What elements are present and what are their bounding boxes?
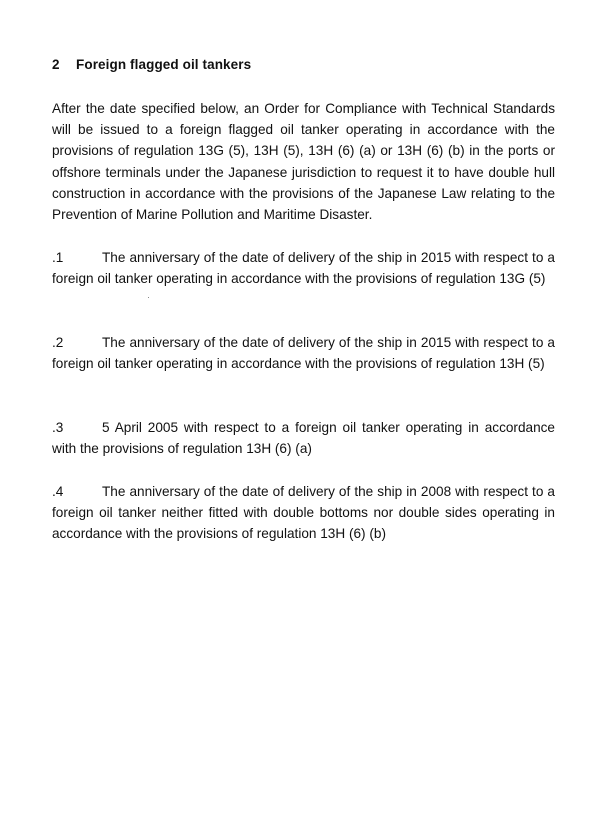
section-heading [52,57,251,72]
intro-paragraph: After the date specified below, an Order for Compliance with Technical Standards will be issued to a foreign flagged oil tanker operating in accordance with the provisions of regulation 13G (5), 13H (5), 13H (6) (a) or 13H (6) (b) in the ports or offshore terminals under the Japanese jurisdiction to request it to have double hull construction in accordance with the provisions of the Japanese Law relating to the Prevention of Marine Pollution and Maritime Disaster. [52,101,555,223]
list-item [52,247,555,289]
item-index: .3 [52,420,64,435]
list-item [52,481,555,545]
item-text: 5 April 2005 with respect to a foreign oil tanker operating in accordance with the provisions of regulation 13H (6) (a) [52,420,555,457]
item-text: The anniversary of the date of delivery of the ship in 2015 with respect to a foreign oil tanker operating in accordance with the provisions of regulation 13G (5) [52,250,555,287]
stray-mark [148,297,149,298]
item-index: .2 [52,335,64,350]
item-index: .4 [52,484,64,499]
item-text: The anniversary of the date of delivery of the ship in 2008 with respect to a foreign oil tanker neither fitted with double bottoms nor double sides operating in accordance with the provisions of regulation 13H (6) (b) [52,484,555,542]
list-item [52,417,555,459]
section-title: Foreign flagged oil tankers [76,57,252,72]
list-item [52,332,555,374]
item-text: The anniversary of the date of delivery of the ship in 2015 with respect to a foreign oil tanker operating in accordance with the provisions of regulation 13H (5) [52,335,555,372]
item-index: .1 [52,250,64,265]
section-number: 2 [52,57,60,72]
